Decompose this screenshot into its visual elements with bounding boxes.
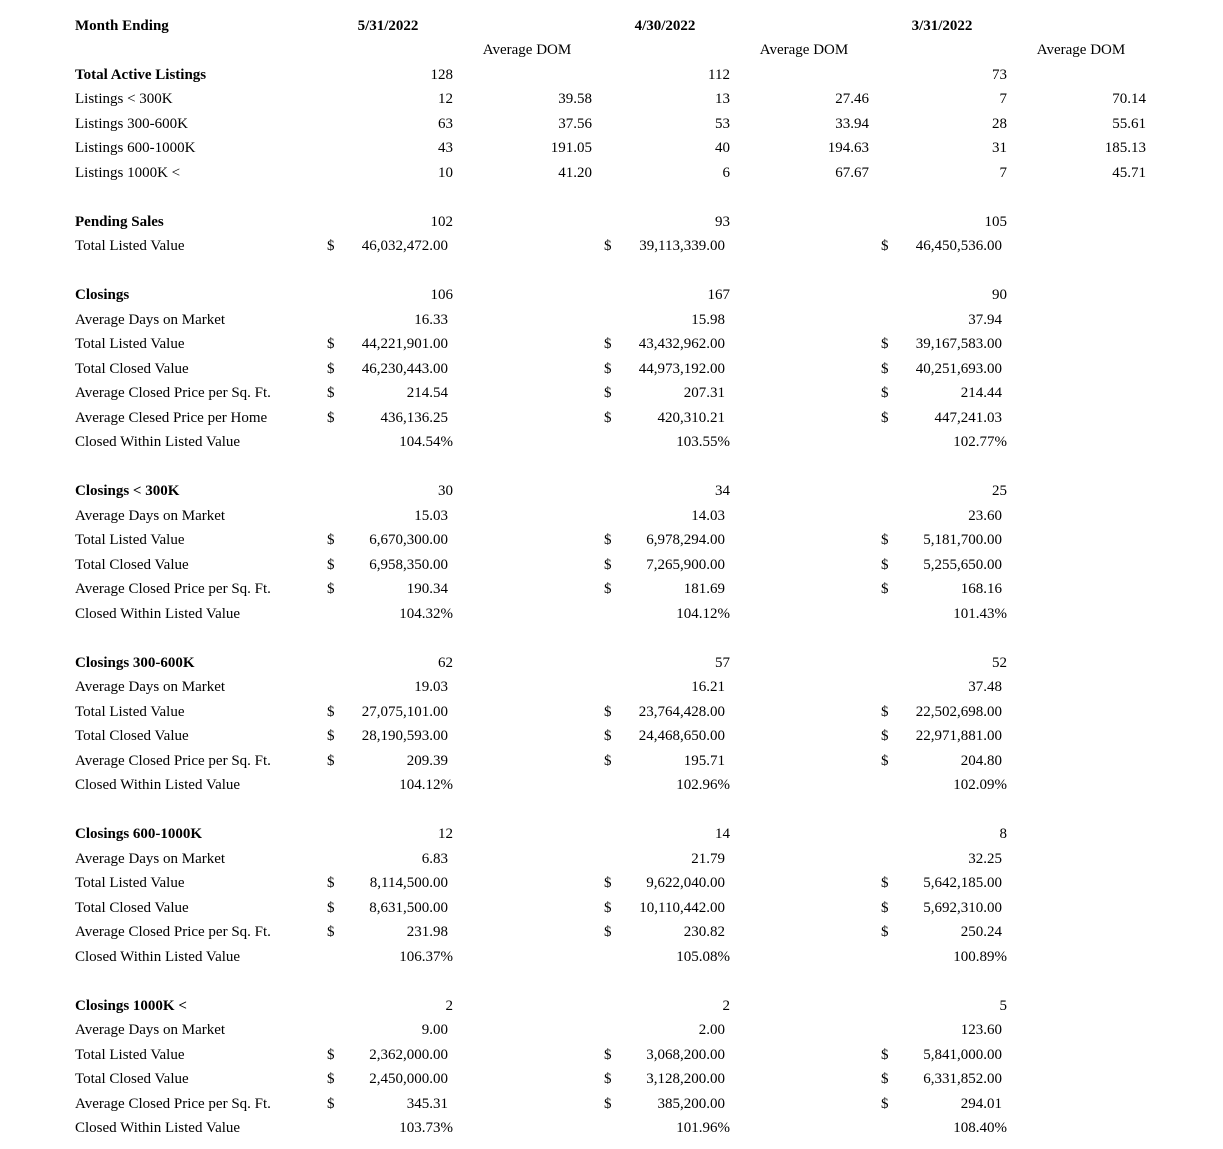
row-label: Total Closed Value: [75, 1071, 189, 1088]
row-label: Listings 300-600K: [75, 115, 188, 132]
cell-value: 5: [999, 997, 1007, 1014]
cell-value: 103.55%: [676, 434, 730, 451]
cell-value: 102.96%: [676, 777, 730, 794]
cell-value: 102.77%: [953, 434, 1007, 451]
table-row: [0, 163, 1223, 183]
dollar-sign: $: [327, 875, 335, 892]
cell-value: 6,978,294.00: [646, 532, 725, 549]
table-row: [0, 138, 1223, 158]
cell-value: 31: [992, 140, 1007, 157]
dollar-sign: $: [881, 581, 889, 598]
row-label: Average Closed Price per Sq. Ft.: [75, 385, 271, 402]
cell-value: 250.24: [960, 924, 1002, 941]
cell-value: 108.40%: [953, 1120, 1007, 1137]
dollar-sign: $: [881, 1095, 889, 1112]
dollar-sign: $: [327, 556, 335, 573]
table-row: [0, 555, 1223, 575]
cell-value: 214.54: [406, 385, 448, 402]
cell-value: 24,468,650.00: [638, 728, 725, 745]
table-row: [0, 530, 1223, 550]
cell-value: 93: [715, 213, 730, 230]
cell-value: 14.03: [691, 507, 725, 524]
cell-value: 104.32%: [399, 605, 453, 622]
cell-value: 46,230,443.00: [361, 360, 448, 377]
dollar-sign: $: [604, 1095, 612, 1112]
cell-value: 103.73%: [399, 1120, 453, 1137]
cell-value: 12: [438, 91, 453, 108]
row-label: Closings 1000K <: [75, 997, 187, 1014]
row-label: Listings < 300K: [75, 91, 173, 108]
dollar-sign: $: [327, 899, 335, 916]
cell-value: 128: [430, 66, 453, 83]
average-dom-header: Average DOM: [1036, 42, 1126, 58]
dollar-sign: $: [604, 1071, 612, 1088]
cell-value: 6,670,300.00: [369, 532, 448, 549]
dollar-sign: $: [881, 556, 889, 573]
cell-value: 385,200.00: [657, 1095, 725, 1112]
cell-value: 106: [430, 287, 453, 304]
dollar-sign: $: [327, 728, 335, 745]
row-label: Pending Sales: [75, 213, 164, 230]
dollar-sign: $: [327, 1095, 335, 1112]
cell-value: 8,114,500.00: [369, 875, 448, 892]
cell-value: 10,110,442.00: [639, 899, 725, 916]
row-label: Average Days on Market: [75, 311, 226, 328]
table-row: [0, 726, 1223, 746]
section-header-row: [0, 481, 1223, 501]
row-label: Closings 300-600K: [75, 654, 195, 671]
row-label: Total Listed Value: [75, 238, 185, 255]
cell-value: 5,181,700.00: [923, 532, 1002, 549]
cell-value: 22,971,881.00: [915, 728, 1002, 745]
cell-value: 2,362,000.00: [369, 1046, 448, 1063]
cell-value: 62: [438, 654, 453, 671]
cell-value: 44,973,192.00: [638, 360, 725, 377]
average-dom-value: 41.20: [558, 164, 592, 181]
table-row: [0, 114, 1223, 134]
dollar-sign: $: [604, 703, 612, 720]
cell-value: 204.80: [960, 752, 1002, 769]
cell-value: 100.89%: [953, 948, 1007, 965]
row-label: Average Days on Market: [75, 679, 226, 696]
cell-value: 231.98: [406, 924, 448, 941]
cell-value: 345.31: [406, 1095, 448, 1112]
cell-value: 7: [999, 91, 1007, 108]
dollar-sign: $: [604, 238, 612, 255]
cell-value: 3,128,200.00: [646, 1071, 725, 1088]
dollar-sign: $: [604, 899, 612, 916]
average-dom-value: 55.61: [1112, 115, 1146, 132]
cell-value: 106.37%: [399, 948, 453, 965]
cell-value: 123.60: [960, 1022, 1002, 1039]
cell-value: 57: [715, 654, 730, 671]
dollar-sign: $: [881, 238, 889, 255]
row-label: Total Closed Value: [75, 360, 189, 377]
cell-value: 15.98: [691, 311, 725, 328]
average-dom-header: Average DOM: [482, 42, 572, 58]
table-row: [0, 334, 1223, 354]
cell-value: 104.12%: [399, 777, 453, 794]
table-row: [0, 677, 1223, 697]
average-dom-value: 37.56: [558, 115, 592, 132]
dollar-sign: $: [881, 924, 889, 941]
row-label: Average Closed Price per Sq. Ft.: [75, 1095, 271, 1112]
cell-value: 167: [707, 287, 730, 304]
cell-value: 5,642,185.00: [923, 875, 1002, 892]
cell-value: 2: [722, 997, 730, 1014]
cell-value: 102.09%: [953, 777, 1007, 794]
average-dom-value: 45.71: [1112, 164, 1146, 181]
cell-value: 40: [715, 140, 730, 157]
cell-value: 39,113,339.00: [639, 238, 725, 255]
cell-value: 9,622,040.00: [646, 875, 725, 892]
cell-value: 34: [715, 483, 730, 500]
cell-value: 6.83: [421, 850, 448, 867]
dollar-sign: $: [881, 752, 889, 769]
cell-value: 105: [984, 213, 1007, 230]
dollar-sign: $: [327, 752, 335, 769]
table-row: [0, 1045, 1223, 1065]
cell-value: 43: [438, 140, 453, 157]
dollar-sign: $: [327, 703, 335, 720]
cell-value: 2,450,000.00: [369, 1071, 448, 1088]
average-dom-value: 27.46: [835, 91, 869, 108]
cell-value: 214.44: [960, 385, 1002, 402]
cell-value: 420,310.21: [657, 409, 725, 426]
dollar-sign: $: [327, 336, 335, 353]
cell-value: 44,221,901.00: [361, 336, 448, 353]
section-header-row: [0, 824, 1223, 844]
cell-value: 30: [438, 483, 453, 500]
header-row: [0, 16, 1223, 36]
cell-value: 436,136.25: [380, 409, 448, 426]
cell-value: 37.48: [968, 679, 1002, 696]
row-label: Total Listed Value: [75, 875, 185, 892]
month-ending-label: Month Ending: [75, 18, 169, 34]
average-dom-header: Average DOM: [759, 42, 849, 58]
dollar-sign: $: [604, 1046, 612, 1063]
cell-value: 207.31: [683, 385, 725, 402]
table-row: [0, 506, 1223, 526]
dollar-sign: $: [604, 875, 612, 892]
cell-value: 16.21: [691, 679, 725, 696]
dollar-sign: $: [881, 728, 889, 745]
row-label: Total Closed Value: [75, 556, 189, 573]
dollar-sign: $: [881, 703, 889, 720]
row-label: Total Closed Value: [75, 899, 189, 916]
dollar-sign: $: [604, 409, 612, 426]
cell-value: 2.00: [698, 1022, 725, 1039]
dollar-sign: $: [604, 532, 612, 549]
cell-value: 112: [708, 66, 730, 83]
table-row: [0, 1118, 1223, 1138]
dollar-sign: $: [604, 556, 612, 573]
dollar-sign: $: [327, 238, 335, 255]
average-dom-value: 67.67: [835, 164, 869, 181]
table-row: [0, 898, 1223, 918]
average-dom-value: 70.14: [1112, 91, 1146, 108]
average-dom-value: 39.58: [558, 91, 592, 108]
row-label: Closed Within Listed Value: [75, 1120, 241, 1137]
row-label: Total Listed Value: [75, 703, 185, 720]
cell-value: 181.69: [683, 581, 725, 598]
cell-value: 16.33: [414, 311, 448, 328]
table-row: [0, 1094, 1223, 1114]
cell-value: 25: [992, 483, 1007, 500]
date-header: 3/31/2022: [911, 18, 973, 34]
average-dom-value: 33.94: [835, 115, 869, 132]
dollar-sign: $: [327, 924, 335, 941]
cell-value: 209.39: [406, 752, 448, 769]
cell-value: 8,631,500.00: [369, 899, 448, 916]
table-row: [0, 849, 1223, 869]
table-row: [0, 579, 1223, 599]
section-header-row: [0, 212, 1223, 232]
table-row: [0, 408, 1223, 428]
row-label: Average Closed Price per Sq. Ft.: [75, 752, 271, 769]
cell-value: 5,255,650.00: [923, 556, 1002, 573]
cell-value: 63: [438, 115, 453, 132]
dollar-sign: $: [881, 875, 889, 892]
cell-value: 101.43%: [953, 605, 1007, 622]
dollar-sign: $: [881, 409, 889, 426]
cell-value: 39,167,583.00: [915, 336, 1002, 353]
cell-value: 32.25: [968, 850, 1002, 867]
cell-value: 28,190,593.00: [361, 728, 448, 745]
section-header-row: [0, 653, 1223, 673]
dollar-sign: $: [327, 360, 335, 377]
cell-value: 101.96%: [676, 1120, 730, 1137]
cell-value: 447,241.03: [934, 409, 1002, 426]
dollar-sign: $: [604, 336, 612, 353]
cell-value: 53: [715, 115, 730, 132]
cell-value: 9.00: [421, 1022, 448, 1039]
dollar-sign: $: [604, 581, 612, 598]
dollar-sign: $: [604, 752, 612, 769]
row-label: Closings < 300K: [75, 483, 180, 500]
cell-value: 15.03: [414, 507, 448, 524]
cell-value: 22,502,698.00: [915, 703, 1002, 720]
row-label: Closed Within Listed Value: [75, 948, 241, 965]
table-row: [0, 1020, 1223, 1040]
cell-value: 27,075,101.00: [361, 703, 448, 720]
row-label: Average Closed Price per Sq. Ft.: [75, 924, 271, 941]
table-row: [0, 604, 1223, 624]
dollar-sign: $: [881, 360, 889, 377]
cell-value: 3,068,200.00: [646, 1046, 725, 1063]
cell-value: 23,764,428.00: [638, 703, 725, 720]
cell-value: 5,692,310.00: [923, 899, 1002, 916]
row-label: Closings: [75, 287, 130, 304]
date-header: 5/31/2022: [357, 18, 419, 34]
table-row: [0, 89, 1223, 109]
dollar-sign: $: [327, 385, 335, 402]
dollar-sign: $: [327, 532, 335, 549]
table-row: [0, 922, 1223, 942]
dollar-sign: $: [327, 1071, 335, 1088]
table-row: [0, 359, 1223, 379]
cell-value: 102: [430, 213, 453, 230]
section-header-row: [0, 65, 1223, 85]
dollar-sign: $: [881, 532, 889, 549]
cell-value: 195.71: [683, 752, 725, 769]
row-label: Total Active Listings: [75, 66, 207, 83]
date-header: 4/30/2022: [634, 18, 696, 34]
row-label: Listings 600-1000K: [75, 140, 196, 157]
cell-value: 105.08%: [676, 948, 730, 965]
cell-value: 43,432,962.00: [638, 336, 725, 353]
row-label: Closed Within Listed Value: [75, 434, 241, 451]
cell-value: 2: [445, 997, 453, 1014]
cell-value: 190.34: [406, 581, 448, 598]
cell-value: 28: [992, 115, 1007, 132]
dollar-sign: $: [327, 409, 335, 426]
average-dom-value: 194.63: [827, 140, 869, 157]
cell-value: 6,958,350.00: [369, 556, 448, 573]
table-row: [0, 873, 1223, 893]
cell-value: 7: [999, 164, 1007, 181]
dollar-sign: $: [881, 1046, 889, 1063]
cell-value: 37.94: [968, 311, 1002, 328]
row-label: Average Days on Market: [75, 1022, 226, 1039]
cell-value: 90: [992, 287, 1007, 304]
dollar-sign: $: [327, 1046, 335, 1063]
cell-value: 294.01: [960, 1095, 1002, 1112]
dom-header-row: [0, 40, 1223, 60]
row-label: Closings 600-1000K: [75, 826, 203, 843]
dollar-sign: $: [604, 728, 612, 745]
table-row: [0, 236, 1223, 256]
row-label: Average Clesed Price per Home: [75, 409, 268, 426]
dollar-sign: $: [604, 360, 612, 377]
table-row: [0, 310, 1223, 330]
cell-value: 13: [715, 91, 730, 108]
cell-value: 23.60: [968, 507, 1002, 524]
row-label: Average Closed Price per Sq. Ft.: [75, 581, 271, 598]
cell-value: 40,251,693.00: [915, 360, 1002, 377]
section-header-row: [0, 996, 1223, 1016]
cell-value: 19.03: [414, 679, 448, 696]
cell-value: 6: [722, 164, 730, 181]
cell-value: 10: [438, 164, 453, 181]
row-label: Total Listed Value: [75, 336, 185, 353]
section-header-row: [0, 285, 1223, 305]
cell-value: 46,032,472.00: [361, 238, 448, 255]
row-label: Listings 1000K <: [75, 164, 181, 181]
cell-value: 230.82: [683, 924, 725, 941]
row-label: Total Listed Value: [75, 1046, 185, 1063]
average-dom-value: 191.05: [550, 140, 592, 157]
row-label: Closed Within Listed Value: [75, 605, 241, 622]
cell-value: 12: [438, 826, 453, 843]
cell-value: 8: [999, 826, 1007, 843]
cell-value: 7,265,900.00: [646, 556, 725, 573]
cell-value: 104.12%: [676, 605, 730, 622]
dollar-sign: $: [604, 385, 612, 402]
cell-value: 5,841,000.00: [923, 1046, 1002, 1063]
row-label: Average Days on Market: [75, 507, 226, 524]
cell-value: 6,331,852.00: [923, 1071, 1002, 1088]
dollar-sign: $: [881, 336, 889, 353]
average-dom-value: 185.13: [1104, 140, 1146, 157]
cell-value: 46,450,536.00: [915, 238, 1002, 255]
table-row: [0, 383, 1223, 403]
cell-value: 21.79: [691, 850, 725, 867]
row-label: Total Closed Value: [75, 728, 189, 745]
row-label: Average Days on Market: [75, 850, 226, 867]
cell-value: 14: [715, 826, 730, 843]
cell-value: 73: [992, 66, 1007, 83]
dollar-sign: $: [881, 899, 889, 916]
table-row: [0, 432, 1223, 452]
row-label: Closed Within Listed Value: [75, 777, 241, 794]
table-row: [0, 751, 1223, 771]
dollar-sign: $: [881, 385, 889, 402]
table-row: [0, 775, 1223, 795]
table-row: [0, 947, 1223, 967]
table-row: [0, 702, 1223, 722]
cell-value: 168.16: [960, 581, 1002, 598]
table-row: [0, 1069, 1223, 1089]
cell-value: 104.54%: [399, 434, 453, 451]
row-label: Total Listed Value: [75, 532, 185, 549]
dollar-sign: $: [881, 1071, 889, 1088]
cell-value: 52: [992, 654, 1007, 671]
dollar-sign: $: [604, 924, 612, 941]
dollar-sign: $: [327, 581, 335, 598]
